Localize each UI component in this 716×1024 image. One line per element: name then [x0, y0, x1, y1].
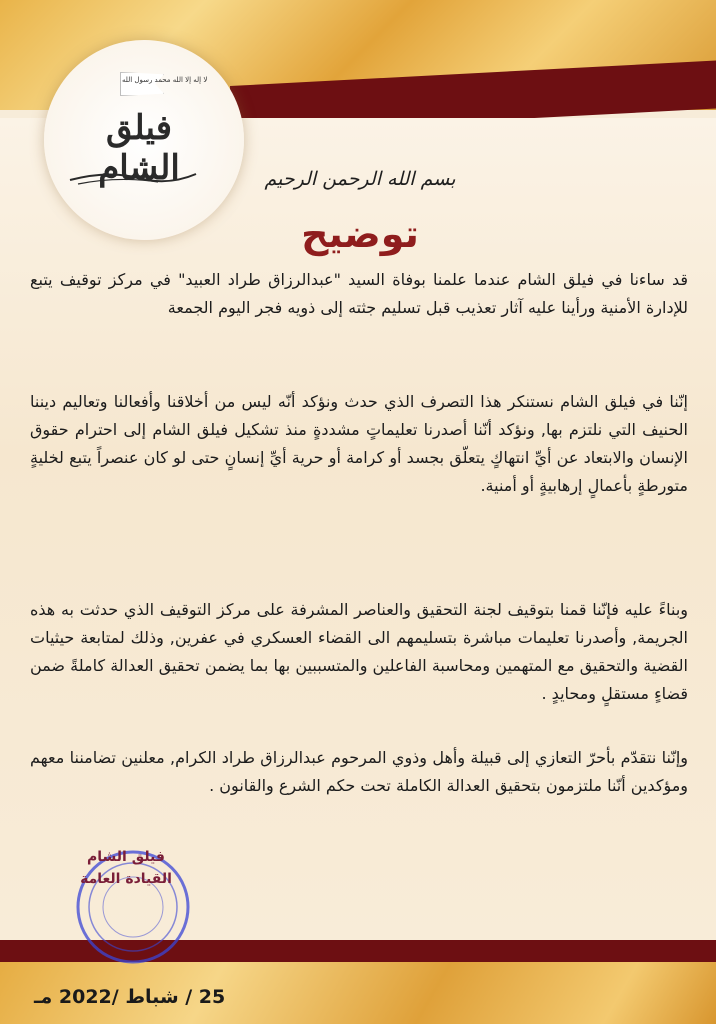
signature-line-2: القيادة العامة — [80, 871, 172, 887]
calligraphy-swoosh-icon — [68, 168, 198, 188]
paragraph-2: إنّنا في فيلق الشام نستنكر هذا التصرف الذي حدث ونؤكد أنّه ليس من أخلاقنا وأفعالنا وتعاليم ديننا الحنيف التي نلتزم بها, ونؤكد أنّنا أصدرنا تعليماتٍ مشددةٍ منذ تشكيل فيلق الشام إلى احترام حقوق الإنسان والابتعاد عن أيِّ انتهاكٍ يتعلّق بجسد أو كرامة أو حرية أيِّ إنسانٍ حتى لو كان عنصراً يتبع لخليةٍ متورطةٍ بأعمالٍ إرهابيةٍ أو أمنية. — [30, 392, 688, 495]
logo-name: فيلق الشام — [98, 108, 180, 188]
flag-text: لا إله إلا الله محمد رسول الله — [122, 76, 208, 84]
paragraph-3: وبناءً عليه فإنّنا قمنا بتوقيف لجنة التحقيق والعناصر المشرفة على مركز التوقيف الذي حدثت به هذه الجريمة, وأصدرنا تعليمات مباشرة بتسليمهم الى القضاء العسكري في عفرين, وذلك لمتابعة حيثيات القضية والتحقيق مع المتهمين ومحاسبة الفاعلين والمتسببين بها بما يضمن تحقيق العدالة كاملةً ضمن قضاءٍ مستقلٍ ومحايدٍ . — [30, 600, 688, 703]
signature-block — [70, 846, 182, 890]
document-date: 25 / شباط /2022 مـ — [34, 986, 226, 1008]
signature-line-1: فيلق الشام — [87, 849, 165, 865]
paragraph-4: وإنّنا نتقدّم بأحرّ التعازي إلى قبيلة وأهل وذوي المرحوم عبدالرزاق طراد الكرام, معلنين تضامننا معهم ومؤكدين أنّنا ملتزمون بتحقيق العدالة الكاملة تحت حكم الشرع والقانون . — [30, 748, 688, 795]
basmala: بسم الله الرحمن الرحيم — [264, 168, 456, 190]
page-title: توضيح — [301, 212, 419, 256]
paragraph-1: قد ساءنا في فيلق الشام عندما علمنا بوفاة السيد "عبدالرزاق طراد العبيد" في مركز توقيف يتبع للإدارة الأمنية ورأينا عليه آثار تعذيب قبل تسليم جثته إلى ذويه فجر اليوم الجمعة — [30, 270, 688, 317]
